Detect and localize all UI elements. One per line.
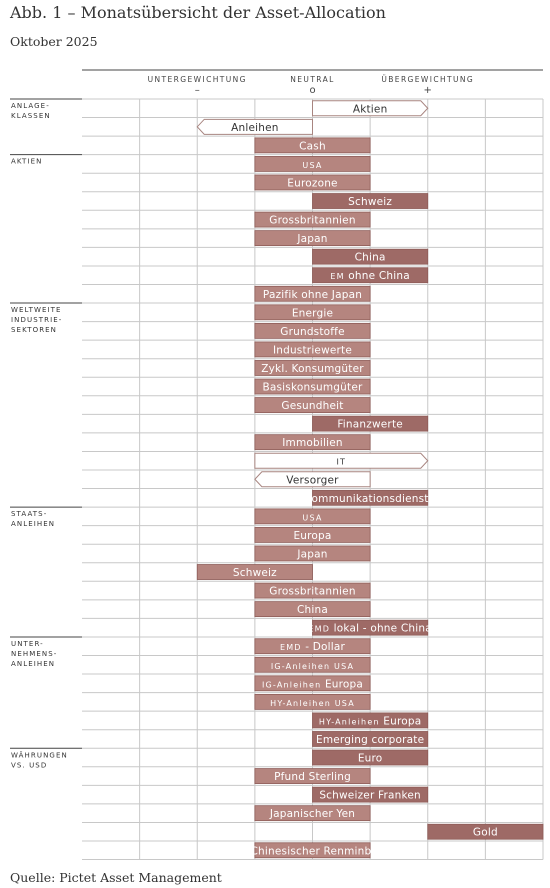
- chart-subtitle: Oktober 2025: [10, 34, 98, 49]
- bar-eurozone-label: [287, 177, 337, 189]
- label-part: Konsumgüter: [288, 362, 364, 375]
- bar-grossbritannien-label: [269, 215, 355, 227]
- label-part: Basiskonsumgüter: [262, 381, 363, 394]
- source-note: Quelle: Pictet Asset Management: [10, 870, 222, 885]
- label-part: China: [397, 622, 432, 635]
- bar-chinesischer-renminbi-label: [251, 845, 375, 857]
- allocation-bars: [197, 101, 543, 858]
- label-part: Yen: [332, 808, 356, 821]
- bar-anleihen-label: [231, 122, 279, 134]
- scale-symbol-neutral: o: [309, 85, 316, 96]
- bar-grossbritannien-label: [269, 586, 355, 598]
- bar-schweiz-label: [233, 567, 277, 579]
- scale-label-ubergewichtung: ÜBERGEWICHTUNG: [381, 75, 475, 84]
- section-label: ANLEIHEN: [11, 659, 56, 668]
- label-part: Dollar: [309, 641, 346, 654]
- label-part: Schweiz: [232, 567, 277, 580]
- bar-schweizer-franken-label: [319, 790, 421, 802]
- bar-pazifik-ohne-japan-label: [263, 289, 362, 301]
- scale-symbol-untergewichtung: –: [194, 85, 200, 96]
- bar-versorger-label: [286, 474, 339, 486]
- section-label: SEKTOREN: [11, 326, 58, 335]
- label-part: -: [359, 622, 367, 635]
- label-part: Anleihen: [231, 121, 279, 134]
- bar-grundstoffe-label: [280, 326, 345, 338]
- scale-symbol-ubergewichtung: +: [423, 85, 432, 96]
- section-label: ANLAGE-: [11, 102, 50, 110]
- label-part: HY-Anleihen: [270, 698, 331, 708]
- label-part: Renminbi: [320, 845, 375, 858]
- section-label: VS. USD: [11, 761, 48, 770]
- bar-emd-lokal-ohne-china-label: [308, 623, 431, 635]
- label-part: IT: [336, 457, 347, 467]
- bar-kommunikationsdienste-label: [305, 493, 435, 505]
- section-label: UNTER-: [11, 639, 44, 648]
- label-part: ohne: [366, 622, 398, 635]
- label-part: Chinesischer: [250, 845, 321, 858]
- label-part: Europa: [293, 529, 332, 542]
- bar-immobilien-label: [282, 437, 343, 449]
- bar-emerging-corporate-label: [316, 734, 424, 746]
- bar-gesundheit-label: [281, 400, 343, 412]
- bar-em-ohne-china-label: [330, 270, 409, 282]
- label-part: EMD: [279, 643, 302, 653]
- bar-japanischer-yen-label: [269, 808, 355, 820]
- label-part: Europa: [379, 715, 422, 728]
- label-part: Kommunikationsdienste: [304, 492, 436, 505]
- label-part: HY-Anleihen: [318, 717, 380, 727]
- bar-hy-anleihen-usa-label: [270, 699, 355, 708]
- label-part: lokal: [330, 622, 360, 635]
- bar-industriewerte-label: [273, 344, 352, 356]
- bar-hy-anleihen-europa-label: [319, 715, 421, 727]
- bar-usa-label: [302, 513, 322, 522]
- label-part: -: [301, 641, 310, 654]
- label-part: China: [354, 251, 386, 264]
- label-part: Europa: [321, 678, 364, 691]
- label-part: Energie: [291, 307, 334, 320]
- section-label: KLASSEN: [11, 112, 51, 120]
- label-part: ohne: [344, 270, 376, 283]
- chart-title: Abb. 1 – Monatsübersicht der Asset-Allocation: [10, 3, 386, 22]
- label-part: Grossbritannien: [269, 214, 356, 227]
- label-part: Gold: [472, 826, 498, 839]
- bar-cash-label: [299, 140, 326, 152]
- bar-china-label: [355, 252, 386, 264]
- section-label: WÄHRUNGEN: [11, 751, 68, 760]
- label-part: ohne: [297, 288, 329, 301]
- label-part: Immobilien: [282, 437, 343, 450]
- label-part: EMD: [308, 624, 331, 634]
- section-label: AKTIEN: [11, 157, 43, 166]
- bar-finanzwerte-label: [337, 419, 403, 431]
- scale-label-untergewichtung: UNTERGEWICHTUNG: [147, 75, 247, 84]
- section-labels: [10, 99, 82, 769]
- bar-ig-anleihen-usa-label: [271, 662, 354, 671]
- bar-basiskonsumguter-label: [262, 382, 363, 394]
- label-part: Franken: [374, 789, 421, 802]
- label-part: IG-Anleihen: [261, 680, 322, 690]
- label-part: USA: [330, 698, 355, 708]
- label-part: Pazifik: [262, 288, 298, 301]
- bar-usa-label: [302, 161, 322, 170]
- label-part: Schweiz: [348, 196, 393, 209]
- bar-japan-label: [296, 548, 327, 560]
- label-part: Cash: [299, 140, 326, 153]
- label-part: Finanzwerte: [337, 418, 403, 431]
- section-label: STAATS-: [11, 510, 48, 519]
- label-part: USA: [330, 661, 355, 671]
- bar-gold-label: [473, 827, 498, 839]
- bar-europa-label: [293, 530, 331, 542]
- label-part: corporate: [367, 733, 425, 746]
- label-part: Pfund: [274, 771, 306, 784]
- label-part: Emerging: [316, 733, 368, 746]
- section-label: ANLEIHEN: [11, 520, 56, 529]
- label-part: Japan: [297, 233, 328, 246]
- label-part: USA: [302, 160, 323, 170]
- bar-zykl-konsumguter-label: [261, 363, 364, 375]
- scale-header: [82, 70, 543, 96]
- label-part: Japan: [297, 548, 328, 561]
- bar-schweiz-label: [348, 196, 392, 208]
- label-part: IG-Anleihen: [270, 661, 331, 671]
- label-part: Schweizer: [319, 789, 375, 802]
- section-label: WELTWEITE: [11, 306, 62, 315]
- label-part: Japanischer: [269, 808, 333, 821]
- label-part: Industriewerte: [272, 344, 353, 357]
- label-part: Eurozone: [287, 177, 338, 190]
- section-label: NEHMENS-: [11, 649, 58, 658]
- bar-china-label: [297, 604, 328, 616]
- label-part: Aktien: [352, 103, 388, 116]
- label-part: Gesundheit: [281, 400, 344, 413]
- bar-pfund-sterling-label: [274, 771, 351, 783]
- label-part: China: [297, 604, 328, 617]
- label-part: Grundstoffe: [280, 325, 345, 338]
- label-part: USA: [302, 513, 323, 523]
- label-part: EM: [330, 272, 345, 282]
- bar-euro-label: [358, 753, 383, 765]
- bar-aktien-label: [353, 103, 388, 115]
- label-part: Versorger: [286, 474, 339, 487]
- label-part: China: [375, 270, 410, 283]
- section-label: INDUSTRIE-: [11, 316, 63, 325]
- bar-ig-anleihen-europa-label: [262, 678, 363, 690]
- scale-label-neutral: NEUTRAL: [290, 75, 335, 84]
- bar-it-label: [336, 458, 346, 467]
- bar-energie-label: [292, 307, 333, 319]
- label-part: Sterling: [305, 771, 351, 784]
- bar-japan-label: [296, 233, 327, 245]
- label-part: Grossbritannien: [269, 585, 356, 598]
- label-part: Euro: [357, 752, 383, 765]
- bar-emd-dollar-label: [280, 641, 346, 653]
- label-part: Japan: [328, 288, 363, 301]
- label-part: Zykl.: [261, 362, 288, 375]
